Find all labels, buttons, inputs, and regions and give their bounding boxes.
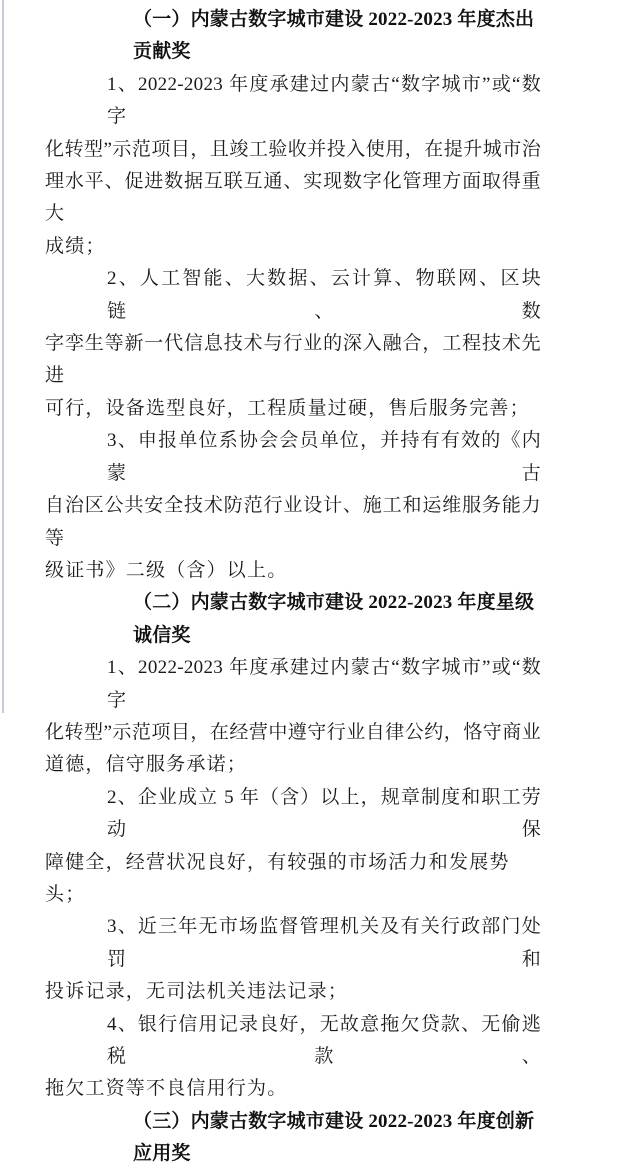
section-2-item-1-line: 道德，信守服务承诺； (45, 754, 248, 776)
section-2-item-3-line: 投诉记录，无司法机关违法记录； (45, 981, 349, 1003)
section-1-item-3-line: 3、申报单位系协会会员单位，并持有有效的《内蒙古 (107, 430, 541, 484)
section-1-item-2-line: 字孪生等新一代信息技术与行业的深入融合，工程技术先进 (45, 333, 541, 387)
section-1-item-1-line: 成绩； (45, 235, 106, 257)
section-2-item-4-line: 4、银行信用记录良好，无故意拖欠贷款、无偷逃税款、 (107, 1013, 541, 1067)
section-2-item-2-line: 障健全，经营状况良好，有较强的市场活力和发展势头； (45, 851, 510, 905)
section-2-item-1-line: 化转型”示范项目，在经营中遵守行业自律公约，恪守商业 (45, 721, 541, 743)
section-2-heading: （二）内蒙古数字城市建设 2022-2023 年度星级诚信奖 (133, 592, 535, 646)
section-1-item-2-line: 2、人工智能、大数据、云计算、物联网、区块链、数 (107, 268, 541, 322)
section-3-heading: （三）内蒙古数字城市建设 2022-2023 年度创新应用奖 (133, 1110, 535, 1165)
section-1-item-1-line: 化转型”示范项目，且竣工验收并投入使用，在提升城市治 (45, 138, 541, 160)
section-1-item-1-line: 理水平、促进数据互联互通、实现数字化管理方面取得重大 (45, 171, 541, 225)
section-1-item-3-line: 自治区公共安全技术防范行业设计、施工和运维服务能力等 (45, 495, 541, 549)
section-2-item-2-line: 2、企业成立 5 年（含）以上，规章制度和职工劳动保 (107, 786, 541, 841)
section-2-item-4-line: 拖欠工资等不良信用行为。 (45, 1078, 288, 1100)
section-2-item-3-line: 3、近三年无市场监督管理机关及有关行政部门处罚和 (107, 916, 541, 970)
section-1-item-2-line: 可行，设备选型良好，工程质量过硬，售后服务完善； (45, 397, 530, 419)
section-1-item-1-line: 1、2022-2023 年度承建过内蒙古“数字城市”或“数字 (107, 73, 541, 128)
section-2-item-1-line: 1、2022-2023 年度承建过内蒙古“数字城市”或“数字 (107, 657, 541, 711)
section-1-heading: （一）内蒙古数字城市建设 2022-2023 年度杰出贡献奖 (133, 9, 535, 63)
section-1-item-3-line: 级证书》二级（含）以上。 (45, 559, 288, 581)
